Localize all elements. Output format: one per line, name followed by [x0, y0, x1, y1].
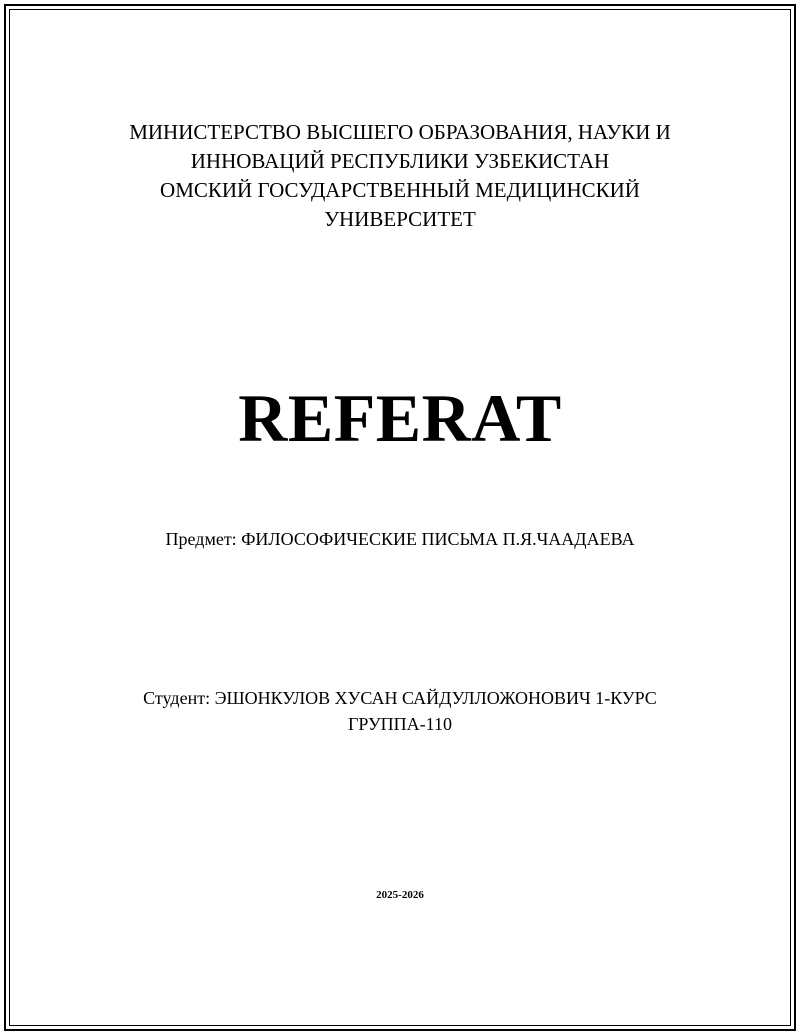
header-line-1: МИНИСТЕРСТВО ВЫСШЕГО ОБРАЗОВАНИЯ, НАУКИ И — [129, 120, 671, 144]
student-info — [0, 685, 800, 737]
header-line-2: ИННОВАЦИЙ РЕСПУБЛИКИ УЗБЕКИСТАН — [190, 149, 610, 173]
academic-year: 2025-2026 — [376, 889, 424, 901]
header-line-3: ОМСКИЙ ГОСУДАРСТВЕННЫЙ МЕДИЦИНСКИЙ — [160, 178, 640, 202]
document-title: REFERAT — [238, 380, 562, 456]
subject-line: Предмет: ФИЛОСОФИЧЕСКИЕ ПИСЬМА П.Я.ЧААДАЕВА — [165, 529, 635, 549]
institution-header — [0, 118, 800, 234]
student-line-1: Студент: ЭШОНКУЛОВ ХУСАН САЙДУЛЛОЖОНОВИЧ 1-КУРС — [143, 688, 657, 708]
student-line-2: ГРУППА-110 — [347, 714, 453, 734]
header-line-4: УНИВЕРСИТЕТ — [324, 207, 476, 231]
